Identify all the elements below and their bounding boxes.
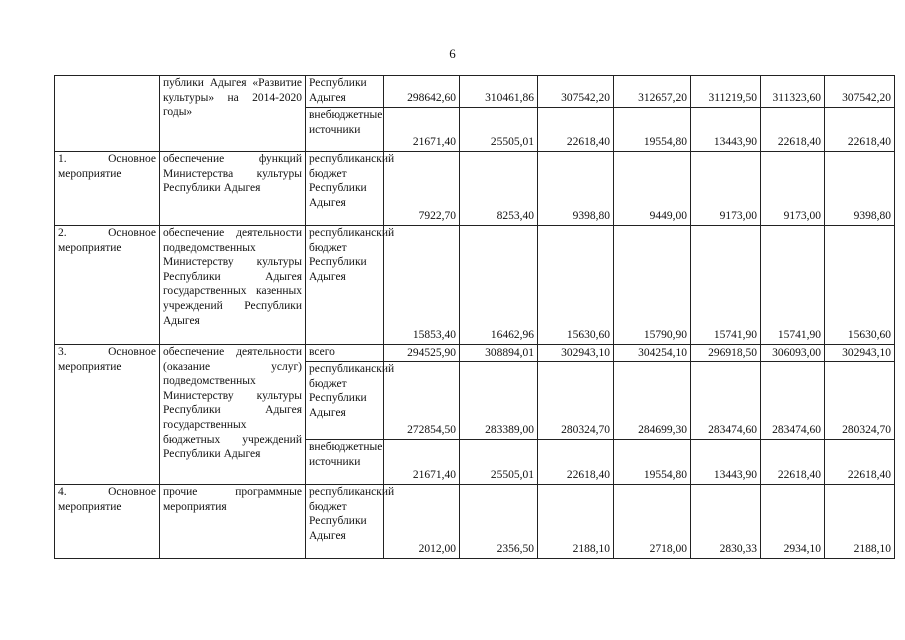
value-cell: 2188,10 <box>825 485 895 559</box>
value-cell: 21671,40 <box>384 440 460 485</box>
table-row <box>55 76 895 108</box>
value-cell: 25505,01 <box>460 108 538 152</box>
value-cell: 2356,50 <box>460 485 538 559</box>
source-cell: внебюджетные источники <box>306 440 384 485</box>
value-cell: 21671,40 <box>384 108 460 152</box>
value-cell: 280324,70 <box>825 362 895 440</box>
description-cell: обеспечение функций Министерства культуры Республики Адыгея <box>160 152 306 226</box>
value-cell: 272854,50 <box>384 362 460 440</box>
value-cell: 15741,90 <box>761 226 825 345</box>
event-cell: 1. Основное мероприятие <box>55 152 160 226</box>
source-cell: внебюджетные источники <box>306 108 384 152</box>
value-cell: 19554,80 <box>614 440 691 485</box>
value-cell: 9398,80 <box>538 152 614 226</box>
value-cell: 280324,70 <box>538 362 614 440</box>
value-cell: 2830,33 <box>691 485 761 559</box>
event-cell: 2. Основное мероприятие <box>55 226 160 345</box>
description-cell: обеспечение деятельности (оказание услуг) подведомственных Министерству культуры Республики Адыгея государственных бюджетных учреждений Республики Адыгея <box>160 345 306 485</box>
value-cell: 283474,60 <box>761 362 825 440</box>
source-cell: республиканский бюджет Республики Адыгея <box>306 152 384 226</box>
value-cell: 22618,40 <box>761 108 825 152</box>
value-cell: 308894,01 <box>460 345 538 362</box>
event-cell: 4. Основное мероприятие <box>55 485 160 559</box>
value-cell: 22618,40 <box>825 108 895 152</box>
description-cell: публики Адыгея «Развитие культуры» на 2014-2020 годы» <box>160 76 306 152</box>
value-cell: 7922,70 <box>384 152 460 226</box>
event-cell: 3. Основное мероприятие <box>55 345 160 485</box>
page-number: 6 <box>449 46 456 61</box>
event-cell <box>55 76 160 152</box>
table-row <box>55 152 895 226</box>
description-cell: прочие программные мероприятия <box>160 485 306 559</box>
value-cell: 307542,20 <box>538 76 614 108</box>
value-cell: 294525,90 <box>384 345 460 362</box>
source-cell: республиканский бюджет Республики Адыгея <box>306 226 384 345</box>
table-row <box>55 226 895 345</box>
value-cell: 22618,40 <box>538 108 614 152</box>
value-cell: 311323,60 <box>761 76 825 108</box>
source-cell: Республики Адыгея <box>306 76 384 108</box>
value-cell: 25505,01 <box>460 440 538 485</box>
value-cell: 296918,50 <box>691 345 761 362</box>
value-cell: 15790,90 <box>614 226 691 345</box>
table-row <box>55 345 895 362</box>
value-cell: 2188,10 <box>538 485 614 559</box>
value-cell: 15630,60 <box>825 226 895 345</box>
value-cell: 13443,90 <box>691 440 761 485</box>
value-cell: 22618,40 <box>825 440 895 485</box>
value-cell: 9398,80 <box>825 152 895 226</box>
value-cell: 9173,00 <box>761 152 825 226</box>
value-cell: 15741,90 <box>691 226 761 345</box>
value-cell: 9173,00 <box>691 152 761 226</box>
source-cell: республиканский бюджет Республики Адыгея <box>306 362 384 440</box>
source-cell: республиканский бюджет Республики Адыгея <box>306 485 384 559</box>
value-cell: 19554,80 <box>614 108 691 152</box>
value-cell: 284699,30 <box>614 362 691 440</box>
value-cell: 302943,10 <box>825 345 895 362</box>
value-cell: 15853,40 <box>384 226 460 345</box>
description-cell: обеспечение деятельности подведомственных Министерству культуры Республики Адыгея государственных казенных учреждений Республики Адыгея <box>160 226 306 345</box>
value-cell: 311219,50 <box>691 76 761 108</box>
value-cell: 306093,00 <box>761 345 825 362</box>
budget-table <box>54 75 895 559</box>
value-cell: 312657,20 <box>614 76 691 108</box>
value-cell: 307542,20 <box>825 76 895 108</box>
value-cell: 2012,00 <box>384 485 460 559</box>
source-cell: всего <box>306 345 384 362</box>
value-cell: 22618,40 <box>761 440 825 485</box>
value-cell: 298642,60 <box>384 76 460 108</box>
value-cell: 8253,40 <box>460 152 538 226</box>
value-cell: 15630,60 <box>538 226 614 345</box>
value-cell: 9449,00 <box>614 152 691 226</box>
value-cell: 16462,96 <box>460 226 538 345</box>
value-cell: 283389,00 <box>460 362 538 440</box>
value-cell: 13443,90 <box>691 108 761 152</box>
value-cell: 22618,40 <box>538 440 614 485</box>
value-cell: 310461,86 <box>460 76 538 108</box>
table-row <box>55 485 895 559</box>
value-cell: 2718,00 <box>614 485 691 559</box>
value-cell: 2934,10 <box>761 485 825 559</box>
value-cell: 302943,10 <box>538 345 614 362</box>
value-cell: 304254,10 <box>614 345 691 362</box>
value-cell: 283474,60 <box>691 362 761 440</box>
